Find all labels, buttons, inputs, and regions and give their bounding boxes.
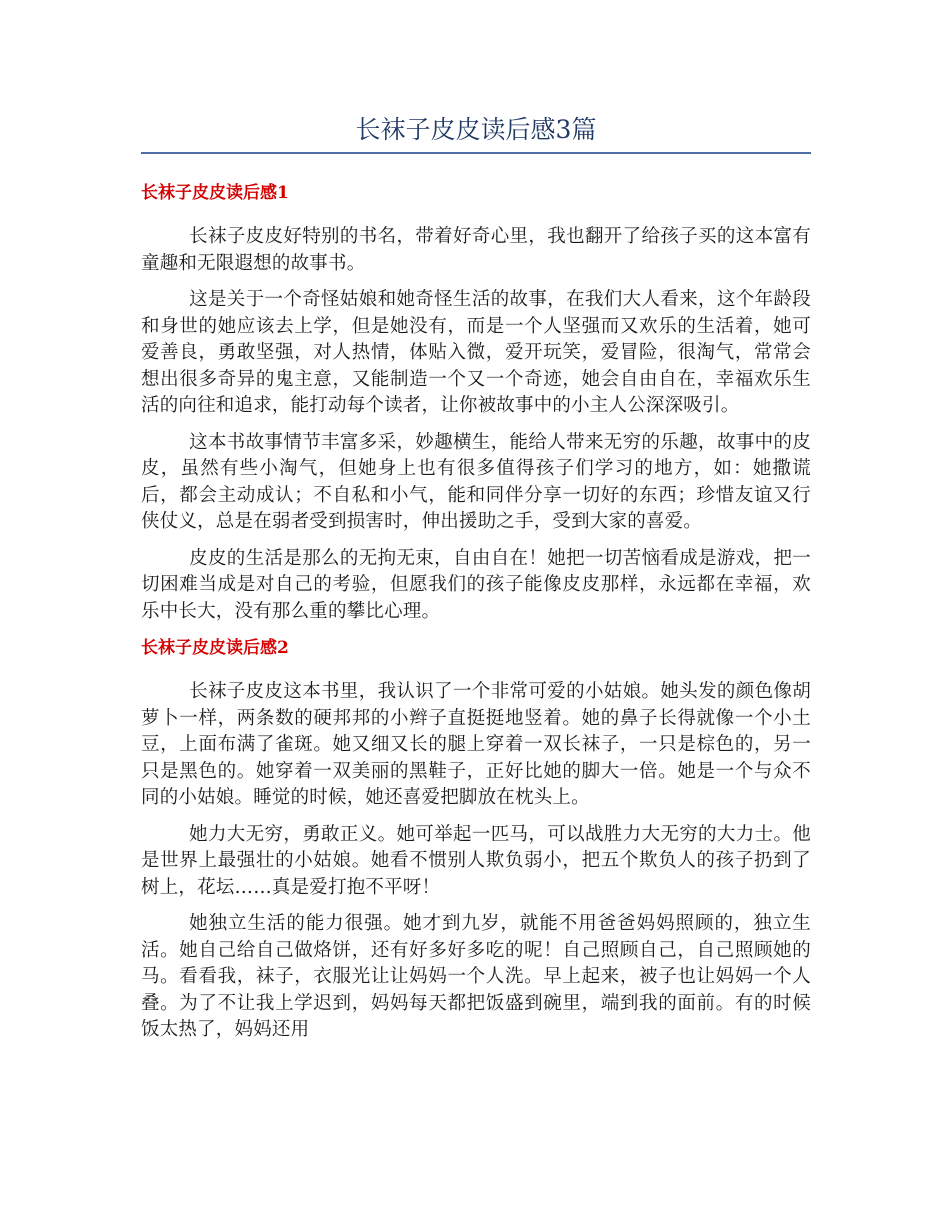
paragraph: 她独立生活的能力很强。她才到九岁，就能不用爸爸妈妈照顾的，独立生活。她自己给自己做烙饼，还有好多好多吃的呢！自己照顾自己，自己照顾她的马。看看我，袜子，衣服光让让妈妈一个人洗。早上起来，被子也让妈妈一个人叠。为了不让我上学迟到，妈妈每天都把饭盛到碗里，端到我的面前。有的时候饭太热了，妈妈还用 <box>141 913 811 1040</box>
document-page <box>141 112 811 1054</box>
paragraph: 这是关于一个奇怪姑娘和她奇怪生活的故事，在我们大人看来，这个年龄段和身世的她应该去上学，但是她没有，而是一个人坚强而又欢乐的生活着，她可爱善良，勇敢坚强，对人热情，体贴入微，爱开玩笑，爱冒险，很淘气，常常会想出很多奇异的鬼主意，又能制造一个又一个奇迹，她会自由自在，幸福欢乐生活的向往和追求，能打动每个读者，让你被故事中的小主人公深深吸引。 <box>141 289 811 416</box>
title-underline <box>141 152 811 154</box>
paragraph: 这本书故事情节丰富多采，妙趣横生，能给人带来无穷的乐趣，故事中的皮皮，虽然有些小淘气，但她身上也有很多值得孩子们学习的地方，如：她撒谎后，都会主动成认；不自私和小气，能和同伴分享一切好的东西；珍惜友谊又行侠仗义，总是在弱者受到损害时，伸出援助之手，受到大家的喜爱。 <box>141 431 811 532</box>
section-1 <box>141 180 811 625</box>
document-title: 长袜子皮皮读后感3篇 <box>355 115 597 144</box>
section-2 <box>141 635 811 1044</box>
paragraph: 长袜子皮皮这本书里，我认识了一个非常可爱的小姑娘。她头发的颜色像胡萝卜一样，两条数的硬邦邦的小辫子直挺挺地竖着。她的鼻子长得就像一个小土豆，上面布满了雀斑。她又细又长的腿上穿着一双长袜子，一只是棕色的，另一只是黑色的。她穿着一双美丽的黑鞋子，正好比她的脚大一倍。她是一个与众不同的小姑娘。睡觉的时候，她还喜爱把脚放在枕头上。 <box>141 681 811 808</box>
paragraph: 长袜子皮皮好特别的书名，带着好奇心里，我也翻开了给孩子买的这本富有童趣和无限遐想的故事书。 <box>141 226 811 274</box>
section-heading: 长袜子皮皮读后感1 <box>141 183 289 203</box>
paragraph: 皮皮的生活是那么的无拘无束，自由自在！她把一切苦恼看成是游戏，把一切困难当成是对自己的考验，但愿我们的孩子能像皮皮那样，永远都在幸福，欢乐中长大，没有那么重的攀比心理。 <box>141 547 811 622</box>
section-heading: 长袜子皮皮读后感2 <box>141 638 289 658</box>
paragraph: 她力大无穷，勇敢正义。她可举起一匹马，可以战胜力大无穷的大力士。他是世界上最强壮的小姑娘。她看不惯别人欺负弱小，把五个欺负人的孩子扔到了树上，花坛……真是爱打抱不平呀！ <box>141 823 811 898</box>
